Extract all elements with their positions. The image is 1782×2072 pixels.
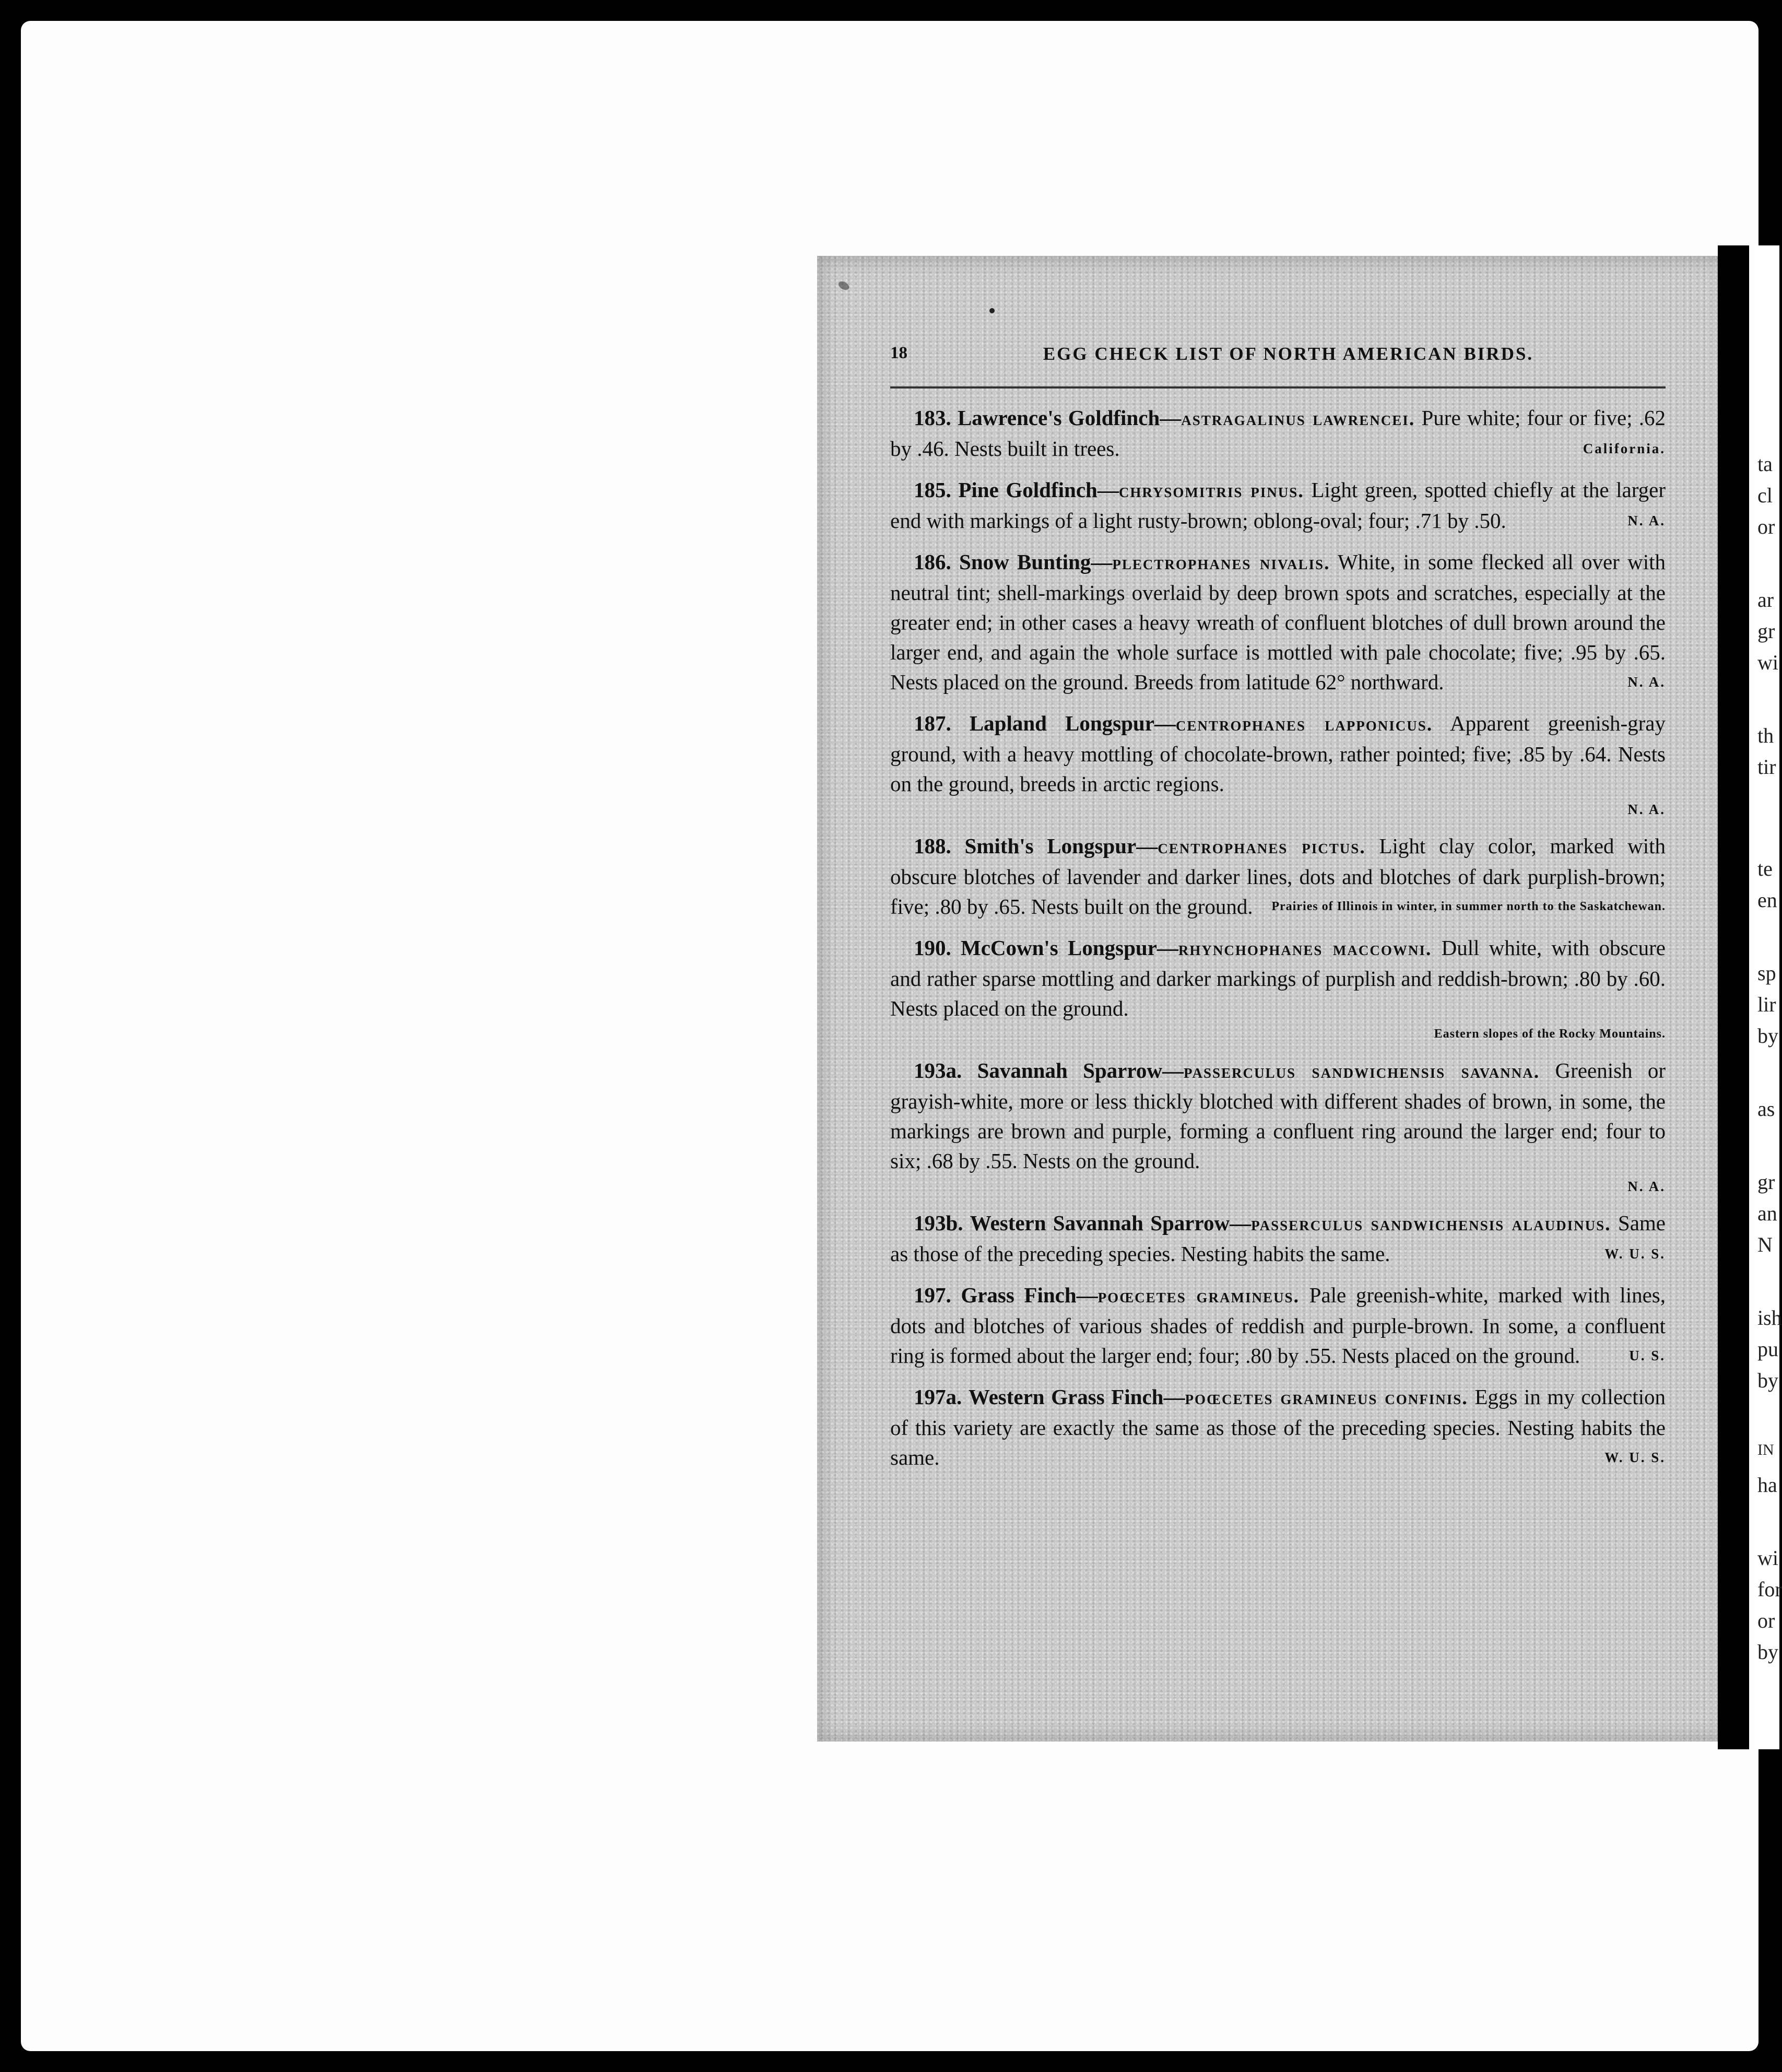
facing-page-fragment: ish [1757,1306,1782,1329]
range-label: N. A. [1627,1179,1666,1194]
entry-description: Light clay color, marked with obscure blotches of lavender and darker lines, dots and blotches of dark purplish-brown; five; .80 by .65. Nests built on the ground. [890,834,1666,919]
scientific-name: plectrophanes nivalis. [1112,552,1330,574]
common-name: Grass Finch— [961,1283,1098,1307]
entry-description: Apparent greenish-gray ground, with a heavy mottling of chocolate-brown, rather pointed; five; .85 by .64. Nests on the ground, breeds in arctic regions. [890,711,1666,796]
common-name: Western Savannah Sparrow— [970,1211,1252,1235]
species-entry [890,831,1666,922]
facing-page-fragment: lir [1757,993,1776,1016]
facing-page-fragment: N [1757,1233,1773,1256]
scientific-name: poœcetes gramineus confinis. [1185,1387,1468,1409]
entry-description: Same as those of the preceding species. Nesting habits the same. [890,1211,1666,1266]
header-rule [890,386,1666,388]
facing-page-fragment: th [1757,724,1774,747]
facing-page-fragment: gr [1757,1170,1775,1194]
facing-page-fragment: an [1757,1202,1777,1225]
scientific-name: chrysomitris pinus. [1118,480,1304,502]
facing-page-fragment: for [1757,1577,1782,1601]
range-label: N. A. [1627,674,1666,690]
common-name: Snow Bunting— [959,550,1113,574]
scientific-name: centrophanes pictus. [1158,836,1366,858]
facing-page-fragment: or [1757,515,1775,538]
page-title: EGG CHECK LIST OF NORTH AMERICAN BIRDS. [1043,344,1534,364]
scientific-name: passerculus sandwichensis savanna. [1183,1061,1540,1082]
page-gutter-shadow [1718,245,1749,1749]
facing-page-fragment: IN [1757,1441,1774,1458]
species-entry [890,1208,1666,1269]
facing-page-fragment: by [1757,1024,1778,1047]
entry-number: 183. [914,406,951,430]
species-entry [890,475,1666,536]
range-label: N. A. [1627,513,1666,528]
entry-number: 197a. [914,1385,962,1409]
common-name: McCown's Longspur— [961,936,1178,960]
entry-description: White, in some flecked all over with neutral tint; shell-markings overlaid by deep brown spots and scratches, especially at the greater end; in other cases a heavy wreath of confluent blotches of dull brown around the larger end, and again the whole surface is mottled with pale chocolate; five; .95 by .65. Nests placed on the ground. Breeds from latitude 62° northward. [890,550,1666,694]
facing-page-fragment: cl [1757,484,1773,507]
entry-description: Eggs in my collection of this variety are exactly the same as those of the preceding species. Nesting habits the same. [890,1385,1666,1469]
facing-page-fragment: sp [1757,961,1776,985]
species-entry [890,709,1666,820]
entry-description: Light green, spotted chiefly at the larger end with markings of a light rusty-brown; oblong-oval; four; .71 by .50. [890,478,1666,533]
scientific-name: poœcetes gramineus. [1097,1285,1300,1307]
range-label: California. [1583,441,1666,456]
facing-page-fragment: te [1757,857,1773,880]
entry-number: 193a. [914,1058,962,1082]
entry-number: 185. [914,478,951,502]
entry-description: Pure white; four or five; .62 by .46. Nests built in trees. [890,406,1666,461]
entry-number: 187. [914,711,951,735]
species-entry [890,1280,1666,1371]
entry-description: Greenish or grayish-white, more or less thickly blotched with different shades of brown, in some, the markings are brown and purple, forming a confluent ring around the larger end; four to six; .68 by .55. Nests on the ground. [890,1058,1666,1173]
range-label: W. U. S. [1604,1246,1666,1262]
common-name: Lapland Longspur— [969,711,1176,735]
facing-page-fragment: by [1757,1640,1778,1664]
range-label: Eastern slopes of the Rocky Mountains. [1434,1027,1666,1041]
entry-description: Pale greenish-white, marked with lines, dots and blotches of various shades of reddish and purple-brown. In some, a confluent ring is formed about the larger end; four; .80 by .55. Nests placed on the ground. [890,1283,1666,1368]
species-entry [890,933,1666,1044]
facing-page-fragment: or [1757,1609,1775,1632]
facing-page-fragment: ha [1757,1473,1777,1497]
facing-page-fragment: as [1757,1097,1775,1121]
entry-number: 186. [914,550,951,574]
facing-page-fragment: tir [1757,755,1776,779]
scientific-name: astragalinus lawrencei. [1181,408,1415,430]
species-entry [890,1382,1666,1473]
common-name: Western Grass Finch— [968,1385,1185,1409]
species-entry [890,403,1666,464]
facing-page-edge [1754,245,1782,1749]
entry-number: 197. [914,1283,951,1307]
common-name: Smith's Longspur— [964,834,1158,858]
species-entry [890,547,1666,697]
scientific-name: passerculus sandwichensis alaudinus. [1251,1213,1611,1235]
book-page [817,256,1731,1741]
scientific-name: centrophanes lapponicus. [1175,713,1433,735]
facing-page-fragment: wi [1757,1546,1778,1570]
scan-speck [989,308,995,313]
entry-description: Dull white, with obscure and rather sparse mottling and darker markings of purplish and reddish-brown; .80 by .60. Nests placed on the ground. [890,936,1666,1020]
running-head [890,344,1666,375]
range-label: Prairies of Illinois in winter, in summer north to the Saskatchewan. [1271,900,1666,913]
range-label: U. S. [1629,1348,1666,1363]
facing-page-fragment: ar [1757,588,1774,611]
entry-number: 188. [914,834,951,858]
facing-page-fragment: ta [1757,452,1773,476]
entry-number: 193b. [914,1211,963,1235]
facing-page-fragment: en [1757,888,1777,912]
facing-page-fragment: pu [1757,1337,1778,1361]
common-name: Lawrence's Goldfinch— [957,406,1182,430]
facing-page-fragment: by [1757,1369,1778,1392]
entry-list [890,403,1666,1484]
facing-page-fragment: gr [1757,619,1775,643]
entry-number: 190. [914,936,951,960]
range-label: W. U. S. [1604,1450,1666,1465]
scan-speck [837,279,851,291]
facing-page-fragment: wi [1757,651,1778,674]
scientific-name: rhynchophanes maccowni. [1178,938,1432,960]
page-number: 18 [890,344,907,362]
common-name: Pine Goldfinch— [958,478,1119,502]
common-name: Savannah Sparrow— [977,1058,1184,1082]
species-entry [890,1056,1666,1197]
range-label: N. A. [1627,802,1666,817]
